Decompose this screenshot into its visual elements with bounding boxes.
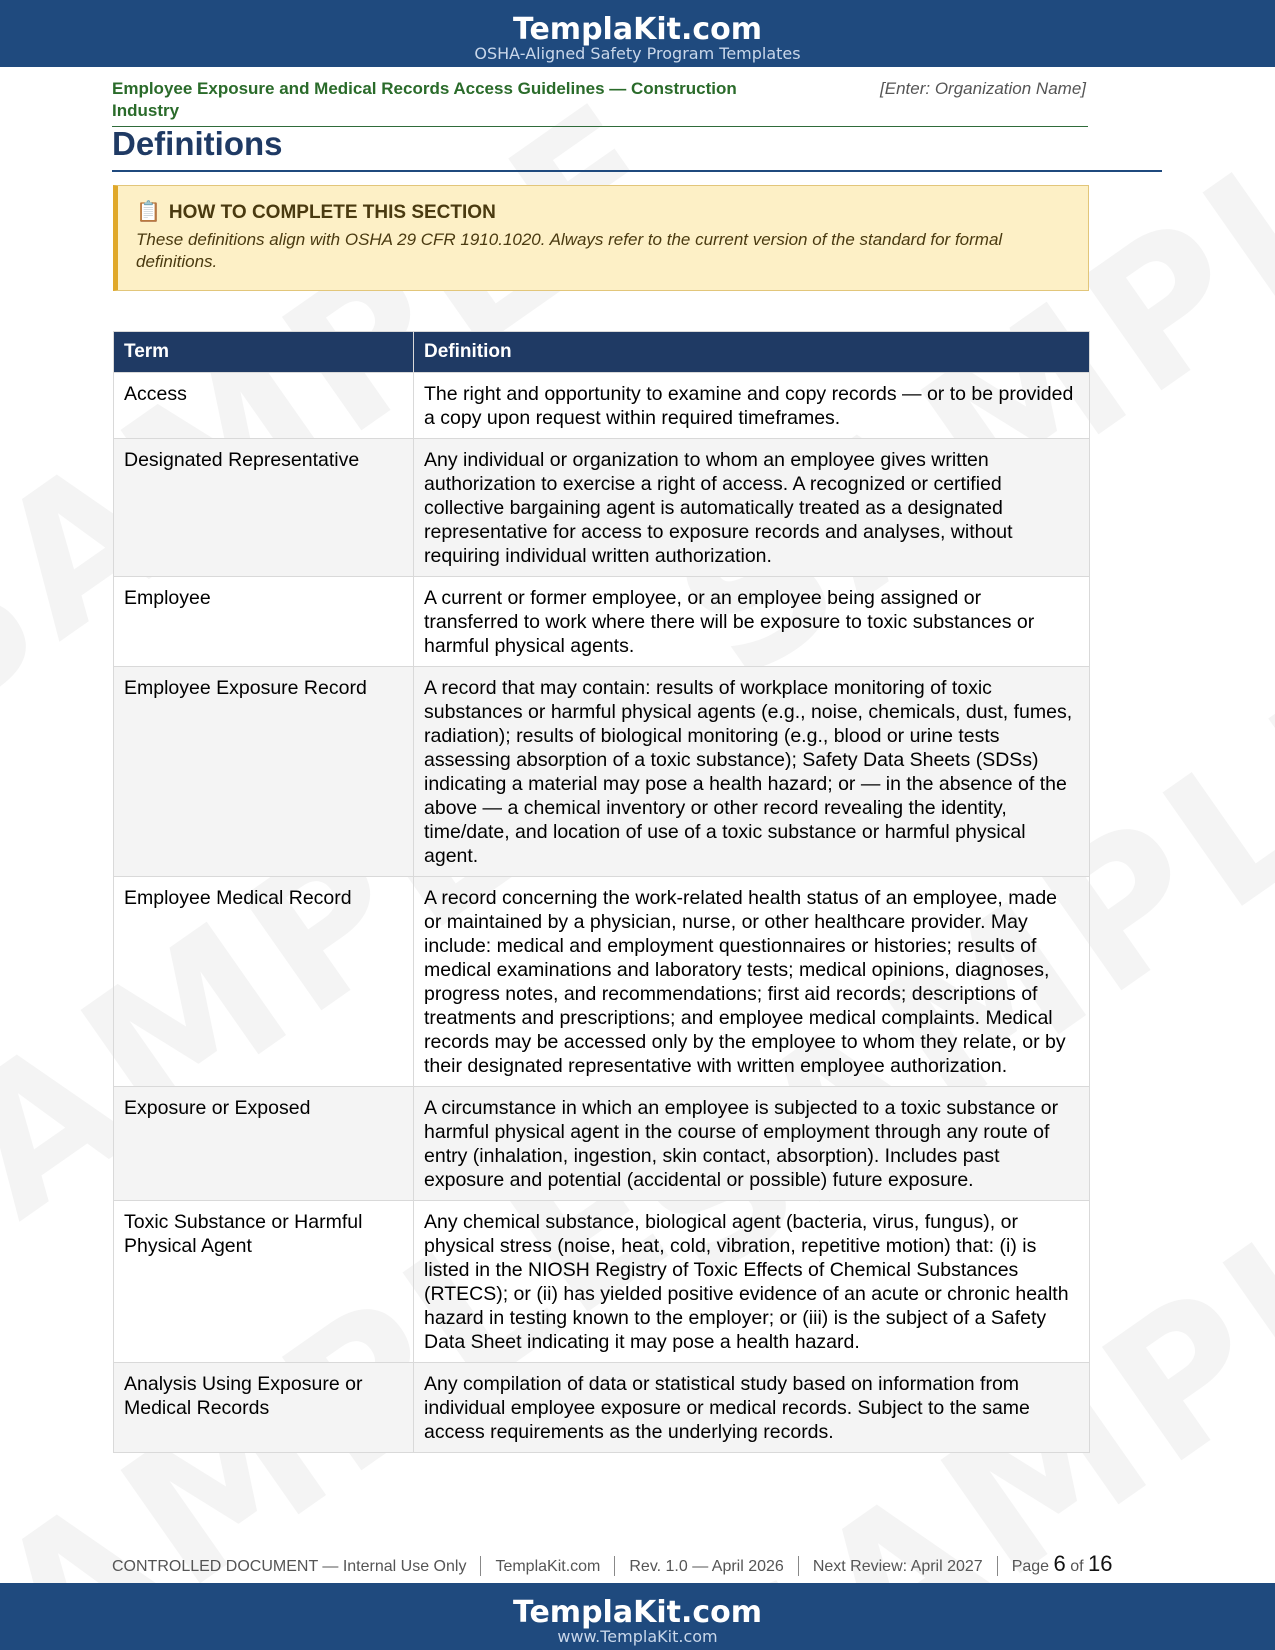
page-total: 16 [1088,1551,1113,1576]
table-row [114,577,1090,667]
definition-cell: A circumstance in which an employee is subjected to a toxic substance or harmful physical agent in the course of employment through any route of entry (inhalation, ingestion, skin contact, absorption). Includes past exposure and potential (accidental or possible) future exposure. [414,1087,1090,1201]
table-header-row [114,332,1090,373]
footer-brand-logo: TemplaKit.com [512,1595,762,1630]
term-cell: Employee Medical Record [114,877,414,1087]
term-cell: Exposure or Exposed [114,1087,414,1201]
page-of: of [1070,1558,1084,1575]
next-review-label: Next Review: April 2027 [812,1558,983,1575]
callout-body: These definitions align with OSHA 29 CFR 1910.1020. Always refer to the current version of the standard for formal definitions. [136,230,1003,271]
table-row [114,1087,1090,1201]
brand-logo: TemplaKit.com [512,12,762,47]
section-title: Definitions [112,124,1162,172]
table-row [114,439,1090,577]
definition-cell: A current or former employee, or an employee being assigned or transferred to work where there will be exposure to toxic substances or harmful physical agents. [414,577,1090,667]
term-cell: Employee Exposure Record [114,667,414,877]
column-header-definition: Definition [414,332,1090,373]
callout-heading-row [136,200,1070,225]
callout-heading: HOW TO COMPLETE THIS SECTION [168,202,496,223]
term-cell: Employee [114,577,414,667]
footer-divider [480,1556,481,1576]
instruction-callout [113,185,1089,291]
top-banner [0,0,1275,67]
term-cell: Access [114,373,414,439]
definitions-table [113,331,1090,1453]
table-row [114,877,1090,1087]
table-row [114,1201,1090,1363]
table-row [114,667,1090,877]
page-current: 6 [1053,1551,1066,1576]
controlled-document-label: CONTROLLED DOCUMENT — Internal Use Only [112,1558,467,1575]
footer-divider [997,1556,998,1576]
footer-url[interactable]: www.TemplaKit.com [557,1627,718,1646]
term-cell: Designated Representative [114,439,414,577]
definition-cell: Any compilation of data or statistical study based on information from individual employee exposure or medical records. Subject to the same access requirements as the underlying records. [414,1363,1090,1453]
definition-cell: The right and opportunity to examine and copy records — or to be provided a copy upon request within required timeframes. [414,373,1090,439]
column-header-term: Term [114,332,414,373]
definition-cell: A record that may contain: results of workplace monitoring of toxic substances or harmful physical agents (e.g., noise, chemicals, dust, fumes, radiation); results of biological monitoring (e.g., blood or urine tests assessing absorption of a toxic substance); Safety Data Sheets (SDSs) indicating a material may pose a health hazard; or — in the absence of the above — a chemical inventory or other record revealing the identity, time/date, and location of use of a toxic substance or harmful physical agent. [414,667,1090,877]
document-header [112,78,1088,127]
footer-divider [798,1556,799,1576]
term-cell: Analysis Using Exposure or Medical Records [114,1363,414,1453]
footer-divider [614,1556,615,1576]
table-row [114,1363,1090,1453]
table-row [114,373,1090,439]
bottom-banner [0,1583,1275,1650]
definition-cell: A record concerning the work-related health status of an employee, made or maintained by a physician, nurse, or other healthcare provider. May include: medical and employment questionnaires or histories; results of medical examinations and laboratory tests; medical opinions, diagnoses, progress notes, and recommendations; first aid records; descriptions of treatments and prescriptions; and employee medical complaints. Medical records may be accessed only by the employee to whom they relate, or by their designated representative with written employee authorization. [414,877,1090,1087]
definition-cell: Any individual or organization to whom an employee gives written authorization to exercise a right of access. A recognized or certified collective bargaining agent is automatically treated as a designated representative for access to exposure records and analyses, without requiring individual written authorization. [414,439,1090,577]
clipboard-icon: 📋 [136,201,161,223]
revision-label: Rev. 1.0 — April 2026 [629,1558,784,1575]
footer-site: TemplaKit.com [495,1558,601,1575]
organization-name-placeholder[interactable]: [Enter: Organization Name] [880,79,1086,98]
page-label: Page [1011,1558,1050,1575]
page-footer [112,1552,1162,1579]
document-title: Employee Exposure and Medical Records Access Guidelines — Construction Industry [112,79,737,120]
page-number [1012,1552,1113,1579]
brand-tagline: OSHA-Aligned Safety Program Templates [474,44,801,63]
term-cell: Toxic Substance or Harmful Physical Agent [114,1201,414,1363]
definition-cell: Any chemical substance, biological agent (bacteria, virus, fungus), or physical stress (noise, heat, cold, vibration, repetitive motion) that: (i) is listed in the NIOSH Registry of Toxic Effects of Chemical Substances (RTECS); or (ii) has yielded positive evidence of an acute or chronic health hazard in testing known to the employer; or (iii) is the subject of a Safety Data Sheet indicating it may pose a health hazard. [414,1201,1090,1363]
